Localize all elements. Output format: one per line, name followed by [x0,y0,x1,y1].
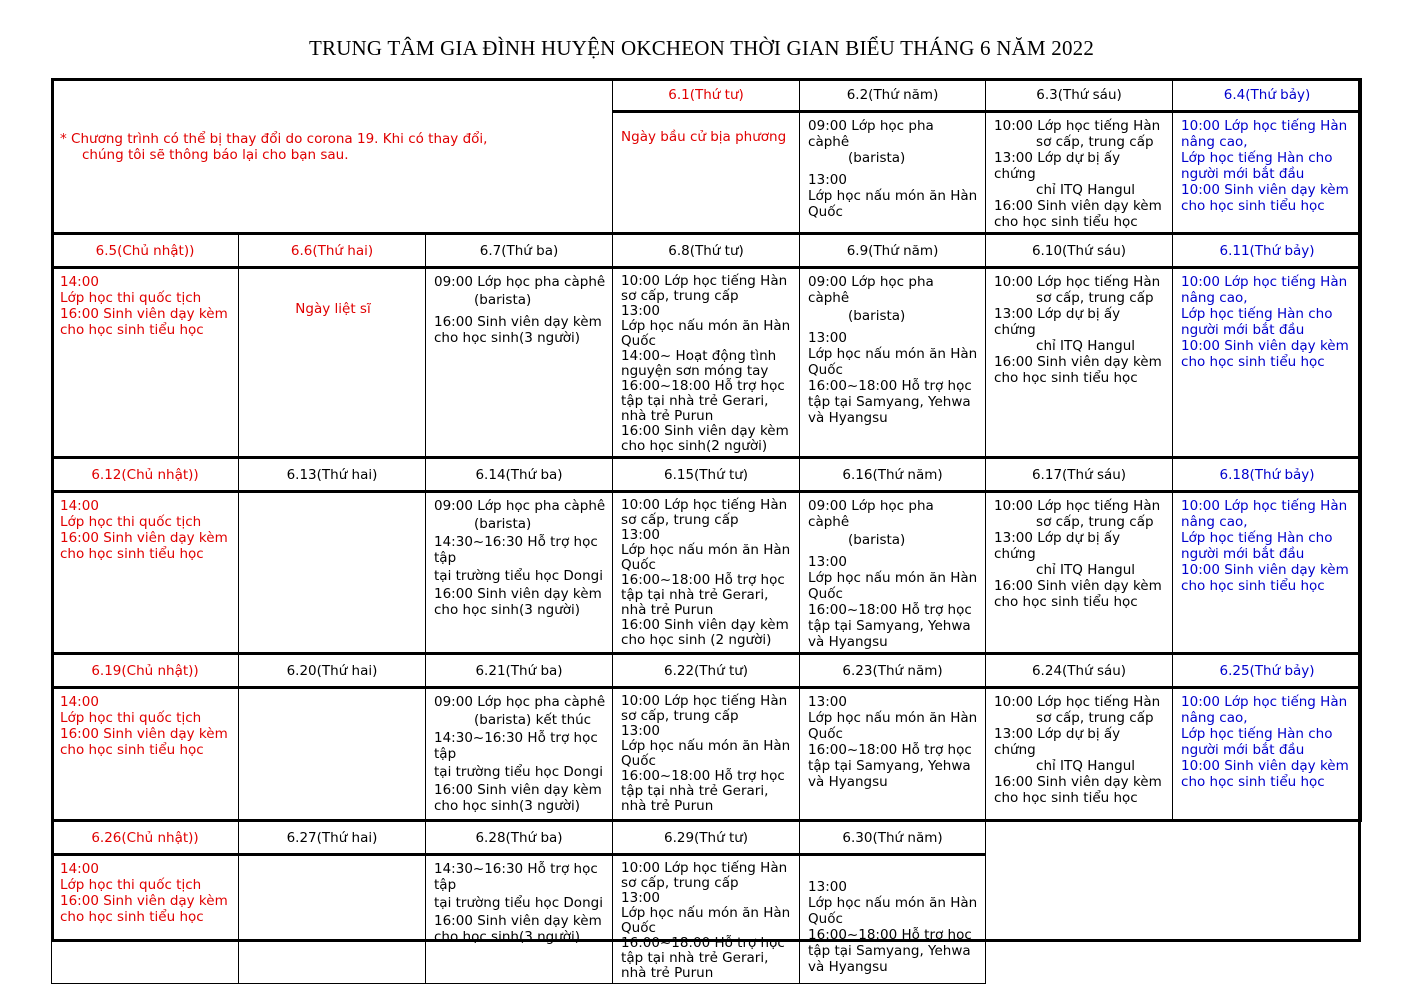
page-title: TRUNG TÂM GIA ĐÌNH HUYỆN OKCHEON THỜI GIAN BIỂU THÁNG 6 NĂM 2022 [308,36,1095,60]
cell-line: 09:00 Lớp học pha càphê [808,274,939,306]
cell-line: 13:00 Lớp dự bị ấy chứng [994,306,1125,338]
cell-line: 13:00 [808,694,847,710]
cell-line: cho học sinh(3 người) [434,330,581,346]
day-header-6-18: 6.18(Thứ bảy) [1173,458,1362,492]
cell-line: 14:00~ Hoạt động tình [621,348,777,364]
cell-line: Lớp học nấu món ăn Hàn Quốc [808,188,982,220]
cell-line: 09:00 Lớp học pha càphê [434,274,606,290]
cell-line: 13:00 [621,723,660,739]
cell-line: 10:00 Sinh viên dạy kèm [1181,562,1349,578]
cell-line: Ngày bầu cử bịa phương [621,129,787,145]
cell-line: 16:00 Sinh viên dạy kèm [434,913,602,929]
cell-line: 16:00 Sinh viên dạy kèm [621,423,789,439]
day-header-6-1: 6.1(Thứ tư) [613,79,800,112]
day-header-6-5: 6.5(Chủ nhật)) [52,234,239,268]
cell-line: cho học sinh tiểu học [1181,578,1325,594]
cell-line: tập tại Samyang, Yehwa [808,618,971,634]
cell-line: nhà trẻ Purun [621,965,714,981]
day-header-6-21: 6.21(Thứ ba) [426,654,613,688]
cell-line: 13:00 [621,890,660,906]
day-header-6-27: 6.27(Thứ hai) [239,821,426,855]
cell-line: cho học sinh tiểu học [1181,774,1325,790]
cell-line: 10:00 Lớp học tiếng Hàn [994,274,1161,290]
cell-line: 16:00 Sinh viên dạy kèm [994,578,1162,594]
cell-line: chỉ ITQ Hangul [1036,562,1136,578]
cell-line: Lớp học tiếng Hàn cho [1181,530,1333,546]
cell-line: nhà trẻ Purun [621,798,714,814]
cell-line: 10:00 Lớp học tiếng Hàn [621,693,788,709]
cell-line: Lớp học nấu món ăn Hàn Quốc [621,318,795,349]
cell-line: nâng cao, [1181,710,1248,726]
cell-line: 13:00 [621,527,660,543]
cell-line: 16:00 Sinh viên dạy kèm [60,893,228,909]
day-header-6-30: 6.30(Thứ năm) [800,821,986,855]
cell-line: Lớp học tiếng Hàn cho [1181,150,1333,166]
cell-line: 16:00 Sinh viên dạy kèm [60,306,228,322]
cell-line: Lớp học nấu món ăn Hàn Quốc [621,542,795,573]
day-header-6-28: 6.28(Thứ ba) [426,821,613,855]
cell-line: chỉ ITQ Hangul [1036,338,1136,354]
day-header-6-22: 6.22(Thứ tư) [613,654,800,688]
cell-line: 16:00 Sinh viên dạy kèm [994,354,1162,370]
day-header-6-17: 6.17(Thứ sáu) [986,458,1173,492]
day-header-6-24: 6.24(Thứ sáu) [986,654,1173,688]
day-header-6-23: 6.23(Thứ năm) [800,654,986,688]
cell-line: và Hyangsu [808,410,888,426]
cell-line: 09:00 Lớp học pha càphê [434,694,606,710]
cell-line: 09:00 Lớp học pha càphê [808,118,939,150]
cell-line: sơ cấp, trung cấp [1036,134,1154,150]
day-header-6-15: 6.15(Thứ tư) [613,458,800,492]
cell-line: chỉ ITQ Hangul [1036,182,1136,198]
cell-line: cho học sinh (2 người) [621,632,772,648]
cell-line: sơ cấp, trung cấp [1036,514,1154,530]
cell-line: 14:00 [60,498,99,514]
cell-line: (barista) [474,292,532,308]
cell-line: và Hyangsu [808,634,888,650]
cell-line: Lớp học nấu món ăn Hàn Quốc [808,895,982,927]
cell-line: và Hyangsu [808,959,888,975]
cell-line: 10:00 Lớp học tiếng Hàn [1181,694,1348,710]
cell-line: 16:00 Sinh viên dạy kèm [434,314,602,330]
cell-line: 13:00 [621,303,660,319]
cell-line: nhà trẻ Purun [621,602,714,618]
notice-line-2: chúng tôi sẽ thông báo lại cho bạn sau. [82,147,349,163]
day-header-6-25: 6.25(Thứ bảy) [1173,654,1362,688]
cell-line: 13:00 Lớp dự bị ấy chứng [994,530,1125,562]
cell-line: cho học sinh tiểu học [1181,198,1325,214]
day-header-6-9: 6.9(Thứ năm) [800,234,986,268]
cell-line: 10:00 Sinh viên dạy kèm [1181,182,1349,198]
day-header-6-19: 6.19(Chủ nhật)) [52,654,239,688]
cell-line: cho học sinh tiểu học [1181,354,1325,370]
cell-line: nâng cao, [1181,134,1248,150]
cell-line: 10:00 Lớp học tiếng Hàn [621,860,788,876]
cell-line: 16:00~18:00 Hỗ trợ học [808,378,972,394]
cell-line: 14:00 [60,274,99,290]
cell-line: (barista) [848,150,906,166]
cell-line: cho học sinh tiểu học [994,370,1138,386]
cell-line: sơ cấp, trung cấp [1036,710,1154,726]
cell-line: Lớp học nấu món ăn Hàn Quốc [808,570,982,602]
cell-line: 10:00 Lớp học tiếng Hàn [994,694,1161,710]
day-header-6-16: 6.16(Thứ năm) [800,458,986,492]
cell-line: 13:00 [808,554,847,570]
cell-line: sơ cấp, trung cấp [1036,290,1154,306]
cell-line: cho học sinh(2 người) [621,438,768,454]
cell-line: cho học sinh(3 người) [434,798,581,814]
cell-line: 14:00 [60,861,99,877]
cell-line: 13:00 Lớp dự bị ấy chứng [994,150,1125,182]
cell-line: Lớp học nấu món ăn Hàn Quốc [621,905,795,936]
cell-line: 13:00 [808,879,847,895]
cell-line: cho học sinh(3 người) [434,929,581,945]
cell-line: tập tại Samyang, Yehwa [808,758,971,774]
cell-line: 14:30~16:30 Hỗ trợ học tập [434,730,603,762]
cell-line: 16:00~18:00 Hỗ trợ học [621,378,785,394]
cell-line: cho học sinh tiểu học [994,214,1138,230]
cell-line: và Hyangsu [808,774,888,790]
cell-line: cho học sinh tiểu học [994,790,1138,806]
cell-line: sơ cấp, trung cấp [621,512,739,528]
cell-line: cho học sinh tiểu học [60,322,204,338]
cell-line: tập tại Samyang, Yehwa [808,394,971,410]
cell-line: nhà trẻ Purun [621,408,714,424]
day-header-6-3: 6.3(Thứ sáu) [986,79,1173,112]
cell-line: (barista) [848,532,906,548]
cell-line: 16:00 Sinh viên dạy kèm [434,782,602,798]
cell-line: 09:00 Lớp học pha càphê [434,498,606,514]
cell-line: người mới bắt đầu [1181,742,1305,758]
cell-line: 10:00 Lớp học tiếng Hàn [1181,118,1348,134]
cell-line: 16:00 Sinh viên dạy kèm [434,586,602,602]
cell-line: 10:00 Lớp học tiếng Hàn [994,498,1161,514]
cell-line: sơ cấp, trung cấp [621,875,739,891]
day-header-6-10: 6.10(Thứ sáu) [986,234,1173,268]
cell-line: chỉ ITQ Hangul [1036,758,1136,774]
outer-frame [51,78,1361,942]
day-header-6-8: 6.8(Thứ tư) [613,234,800,268]
cell-line: tập tại nhà trẻ Gerari, [621,783,769,799]
cell-line: 13:00 Lớp dự bị ấy chứng [994,726,1125,758]
day-header-6-14: 6.14(Thứ ba) [426,458,613,492]
cell-line: 16:00 Sinh viên dạy kèm [621,617,789,633]
cell-line: Lớp học nấu món ăn Hàn Quốc [621,738,795,769]
cell-line: 14:30~16:30 Hỗ trợ học tập [434,534,603,566]
cell-line: Lớp học thi quốc tịch [60,514,202,530]
cell-line: tại trường tiểu học Dongi [434,764,603,780]
cell-line: (barista) [848,308,906,324]
cell-line: 16:00 Sinh viên dạy kèm [994,774,1162,790]
cell-line: 16:00 Sinh viên dạy kèm [994,198,1162,214]
cell-line: 16:00~18:00 Hỗ trợ học [621,935,785,951]
cell-line: 10:00 Lớp học tiếng Hàn [1181,498,1348,514]
cell-line: 09:00 Lớp học pha càphê [808,498,939,530]
cell-line: cho học sinh(3 người) [434,602,581,618]
cell-line: tập tại nhà trẻ Gerari, [621,950,769,966]
cell-line: (barista) [474,516,532,532]
cell-line: Ngày liệt sĩ [295,301,371,317]
day-header-6-26: 6.26(Chủ nhật)) [52,821,239,855]
cell-line: người mới bắt đầu [1181,166,1305,182]
cell-line: cho học sinh tiểu học [60,546,204,562]
cell-line: 16:00~18:00 Hỗ trợ học [621,572,785,588]
day-header-6-20: 6.20(Thứ hai) [239,654,426,688]
cell-line: 10:00 Sinh viên dạy kèm [1181,338,1349,354]
cell-line: 16:00~18:00 Hỗ trợ học [808,602,972,618]
cell-line: nâng cao, [1181,514,1248,530]
cell-line: 16:00~18:00 Hỗ trợ học [621,768,785,784]
cell-line: Lớp học tiếng Hàn cho [1181,306,1333,322]
cell-line: 10:00 Sinh viên dạy kèm [1181,758,1349,774]
cell-line: Lớp học thi quốc tịch [60,290,202,306]
day-header-6-2: 6.2(Thứ năm) [800,79,986,112]
cell-line: nguyện sơn móng tay [621,363,769,379]
cell-line: tập tại Samyang, Yehwa [808,943,971,959]
cell-line: Lớp học nấu món ăn Hàn Quốc [808,346,982,378]
cell-line: 13:00 [808,330,847,346]
day-header-6-29: 6.29(Thứ tư) [613,821,800,855]
cell-line: 10:00 Lớp học tiếng Hàn [1181,274,1348,290]
cell-line: tập tại nhà trẻ Gerari, [621,587,769,603]
cell-line: 16:00 Sinh viên dạy kèm [60,530,228,546]
cell-line: 10:00 Lớp học tiếng Hàn [621,497,788,513]
day-header-6-13: 6.13(Thứ hai) [239,458,426,492]
cell-line: 13:00 [808,172,847,188]
cell-line: 16:00~18:00 Hỗ trợ học [808,927,972,943]
day-header-6-12: 6.12(Chủ nhật)) [52,458,239,492]
notice-line-1: * Chương trình có thể bị thay đổi do corona 19. Khi có thay đổi, [60,131,488,147]
day-header-6-11: 6.11(Thứ bảy) [1173,234,1362,268]
cell-line: người mới bắt đầu [1181,322,1305,338]
cell-line: cho học sinh tiểu học [994,594,1138,610]
cell-line: tại trường tiểu học Dongi [434,568,603,584]
cell-line: nâng cao, [1181,290,1248,306]
cell-line: tập tại nhà trẻ Gerari, [621,393,769,409]
cell-line: (barista) kết thúc [474,712,592,728]
cell-line: 10:00 Lớp học tiếng Hàn [994,118,1161,134]
day-header-6-6: 6.6(Thứ hai) [239,234,426,268]
cell-line: Lớp học nấu món ăn Hàn Quốc [808,710,982,742]
day-header-6-4: 6.4(Thứ bảy) [1173,79,1362,112]
cell-line: Lớp học thi quốc tịch [60,710,202,726]
cell-line: 14:30~16:30 Hỗ trợ học tập [434,861,603,893]
cell-line: Lớp học tiếng Hàn cho [1181,726,1333,742]
cell-line: người mới bắt đầu [1181,546,1305,562]
cell-line: cho học sinh tiểu học [60,909,204,925]
cell-line: sơ cấp, trung cấp [621,708,739,724]
cell-line: Lớp học thi quốc tịch [60,877,202,893]
cell-line: sơ cấp, trung cấp [621,288,739,304]
cell-line: 16:00~18:00 Hỗ trợ học [808,742,972,758]
cell-line: cho học sinh tiểu học [60,742,204,758]
cell-line: 14:00 [60,694,99,710]
cell-line: 10:00 Lớp học tiếng Hàn [621,273,788,289]
cell-line: tại trường tiểu học Dongi [434,895,603,911]
day-header-6-7: 6.7(Thứ ba) [426,234,613,268]
cell-line: 16:00 Sinh viên dạy kèm [60,726,228,742]
